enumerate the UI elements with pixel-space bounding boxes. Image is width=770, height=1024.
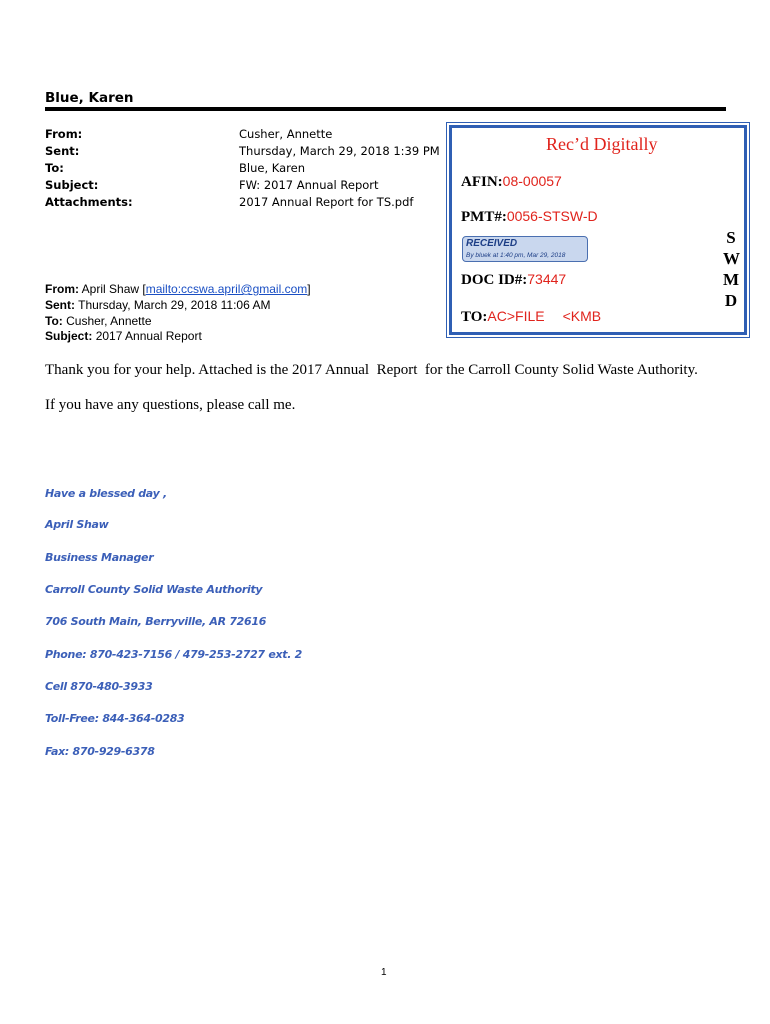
fwd-to-line	[45, 314, 152, 328]
afin-label: AFIN:	[461, 174, 503, 190]
sent-value: Thursday, March 29, 2018 1:39 PM	[239, 144, 440, 158]
fwd-email-link[interactable]: mailto:ccswa.april@gmail.com	[145, 282, 308, 296]
stamp-to-label: TO:	[461, 309, 488, 325]
sig-address: 706 South Main, Berryville, AR 72616	[45, 615, 267, 628]
fwd-to-value: Cusher, Annette	[66, 314, 152, 328]
fwd-from-name: April Shaw [	[81, 282, 146, 296]
docid-value: 73447	[527, 271, 567, 287]
from-label: From:	[45, 127, 83, 141]
sig-fax: Fax: 870-929-6378	[45, 745, 155, 758]
swmd-letter-s: S	[726, 228, 736, 247]
sig-cell: Cell 870-480-3933	[45, 680, 153, 693]
sig-name: April Shaw	[45, 518, 109, 531]
docid-label: DOC ID#:	[461, 272, 528, 288]
fwd-sent-line	[45, 298, 270, 312]
attachments-value[interactable]: 2017 Annual Report for TS.pdf	[239, 195, 414, 209]
received-word: RECEIVED	[466, 238, 518, 249]
subject-value: FW: 2017 Annual Report	[239, 178, 379, 192]
body-line-2: If you have any questions, please call me.	[45, 397, 296, 413]
sig-phone: Phone: 870-423-7156 / 479-253-2727 ext. 2	[45, 648, 302, 661]
fwd-from-line	[45, 282, 311, 296]
received-stamp	[449, 125, 747, 335]
fwd-subject-value: 2017 Annual Report	[95, 329, 202, 343]
sent-label: Sent:	[45, 144, 80, 158]
from-value: Cusher, Annette	[239, 127, 333, 141]
stamp-title: Rec’d Digitally	[546, 134, 658, 154]
to-value: Blue, Karen	[239, 161, 305, 175]
pmt-value: 0056-STSW-D	[506, 208, 598, 224]
sig-tollfree: Toll-Free: 844-364-0283	[45, 712, 185, 725]
afin-row	[461, 173, 562, 191]
fwd-subject-label: Subject:	[45, 329, 93, 343]
fwd-sent-value: Thursday, March 29, 2018 11:06 AM	[78, 298, 271, 312]
stamp-to-value: AC>FILE	[487, 308, 545, 324]
swmd-letter-m: M	[723, 270, 740, 289]
docid-row	[461, 271, 566, 289]
subject-label: Subject:	[45, 178, 99, 192]
page-number: 1	[381, 967, 387, 978]
header-divider	[45, 107, 726, 111]
stamp-to-initials: <KMB	[562, 308, 602, 324]
fwd-from-close: ]	[307, 282, 311, 296]
sig-title: Business Manager	[45, 551, 154, 564]
body-line-1: Thank you for your help. Attached is the 2017 Annual Report for the Carroll County Solid Waste Authority.	[45, 362, 698, 378]
pmt-label: PMT#:	[461, 209, 507, 225]
swmd-letter-w: W	[723, 249, 740, 268]
to-label: To:	[45, 161, 64, 175]
sig-greeting: Have a blessed day ,	[45, 487, 167, 500]
fwd-to-label: To:	[45, 314, 63, 328]
fwd-from-label: From:	[45, 282, 79, 296]
sig-org: Carroll County Solid Waste Authority	[45, 583, 263, 596]
attachments-label: Attachments:	[45, 195, 133, 209]
fwd-sent-label: Sent:	[45, 298, 75, 312]
pmt-row	[461, 208, 598, 226]
received-by: By bluek at 1:40 pm, Mar 29, 2018	[466, 252, 566, 259]
mailbox-owner: Blue, Karen	[45, 90, 134, 106]
to-row	[461, 308, 601, 326]
afin-value: 08-00057	[502, 173, 562, 189]
fwd-subject-line	[45, 329, 202, 343]
swmd-letter-d: D	[724, 291, 738, 310]
